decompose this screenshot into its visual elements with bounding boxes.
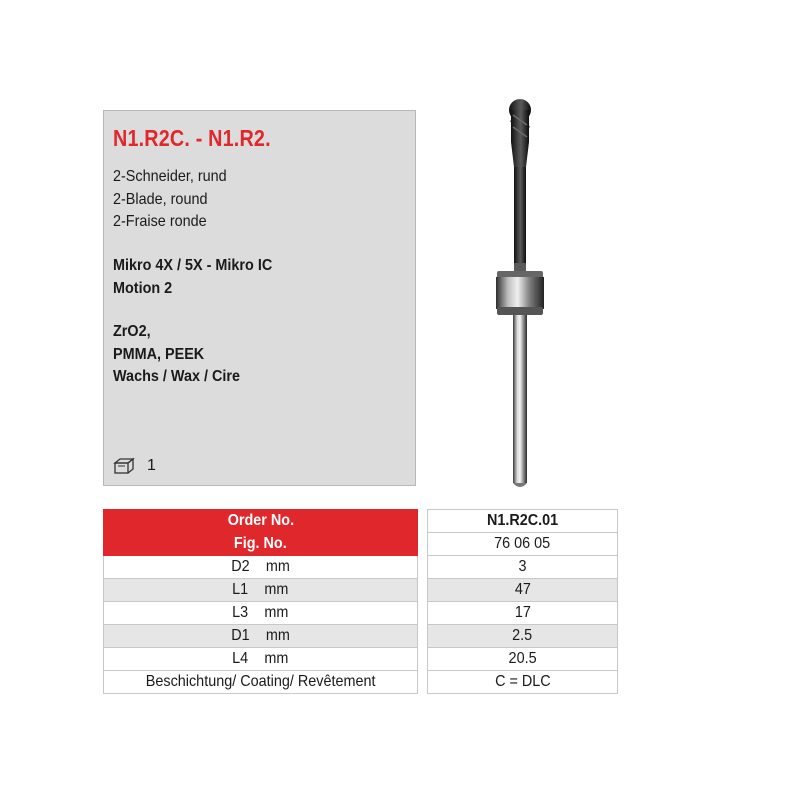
table-row — [104, 579, 618, 602]
coating-label: Beschichtung/ Coating/ Revêtement — [104, 671, 418, 694]
description-line-de: 2-Schneider, rund — [113, 168, 227, 185]
order-no-value: N1.R2C.01 — [428, 510, 618, 533]
fig-no-header: Fig. No. — [104, 533, 418, 556]
dimension-label: L1 mm — [104, 579, 418, 602]
order-no-header: Order No. — [104, 510, 418, 533]
dimension-label: L4 mm — [104, 648, 418, 671]
spec-table — [103, 509, 618, 694]
material-line: ZrO2, — [113, 323, 151, 340]
pack-quantity-value: 1 — [147, 457, 156, 474]
box-icon — [113, 457, 135, 475]
product-info-panel — [103, 110, 416, 486]
machine-line: Motion 2 — [113, 279, 173, 297]
dimension-value: 47 — [428, 579, 618, 602]
product-description — [113, 166, 239, 234]
table-row — [104, 533, 618, 556]
dimension-label: L3 mm — [104, 602, 418, 625]
table-row — [104, 510, 618, 533]
compatible-machines — [113, 255, 290, 300]
compatible-materials — [113, 321, 254, 389]
description-line-en: 2-Blade, round — [113, 190, 208, 208]
dimension-label: D1 mm — [104, 625, 418, 648]
product-title: N1.R2C. - N1.R2. — [113, 125, 271, 151]
table-row — [104, 625, 618, 648]
dimension-value: 3 — [428, 556, 618, 579]
table-row — [104, 602, 618, 625]
coating-value: C = DLC — [428, 671, 618, 694]
dimension-value: 20.5 — [428, 648, 618, 671]
description-line-fr: 2-Fraise ronde — [113, 213, 207, 230]
pack-quantity — [113, 457, 156, 475]
material-line: PMMA, PEEK — [113, 345, 205, 363]
fig-no-value: 76 06 05 — [428, 533, 618, 556]
dimension-value: 17 — [428, 602, 618, 625]
milling-bur-image — [480, 95, 560, 500]
dimension-value: 2.5 — [428, 625, 618, 648]
dimension-label: D2 mm — [104, 556, 418, 579]
table-row — [104, 671, 618, 694]
table-row — [104, 648, 618, 671]
machine-line: Mikro 4X / 5X - Mikro IC — [113, 257, 273, 274]
material-line: Wachs / Wax / Cire — [113, 368, 240, 385]
table-row — [104, 556, 618, 579]
